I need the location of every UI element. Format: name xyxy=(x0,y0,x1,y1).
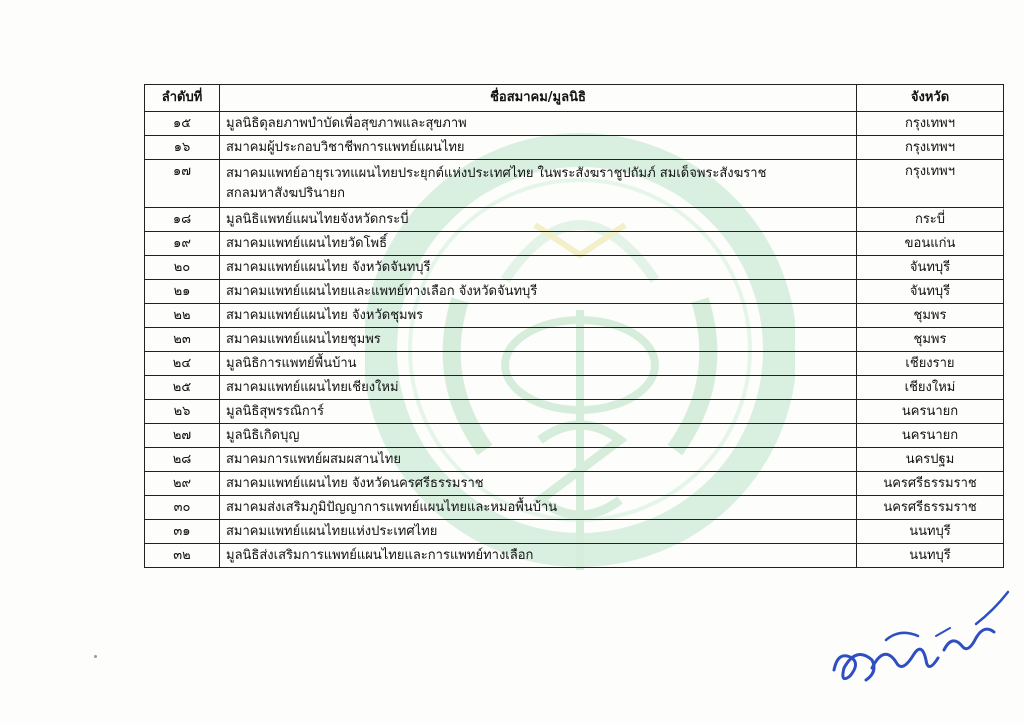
row-number: ๒๑ xyxy=(145,280,220,304)
row-province: ขอนแก่น xyxy=(857,232,1004,256)
table-row xyxy=(145,328,1004,352)
row-province: นนทบุรี xyxy=(857,520,1004,544)
row-province: นครนายก xyxy=(857,424,1004,448)
association-table xyxy=(144,84,1004,568)
row-province: กรุงเทพฯ xyxy=(857,112,1004,136)
row-name: สมาคมแพทย์แผนไทยชุมพร xyxy=(220,328,857,352)
header-number: ลำดับที่ xyxy=(145,85,220,112)
row-number: ๑๙ xyxy=(145,232,220,256)
row-number: ๑๗ xyxy=(145,160,220,208)
row-number: ๒๖ xyxy=(145,400,220,424)
row-name: มูลนิธิเกิดบุญ xyxy=(220,424,857,448)
table-row xyxy=(145,472,1004,496)
row-province: เชียงใหม่ xyxy=(857,376,1004,400)
row-number: ๒๗ xyxy=(145,424,220,448)
row-number: ๑๕ xyxy=(145,112,220,136)
row-province: นนทบุรี xyxy=(857,544,1004,568)
table-row xyxy=(145,256,1004,280)
row-province: จันทบุรี xyxy=(857,256,1004,280)
table-row xyxy=(145,232,1004,256)
row-province: นครศรีธรรมราช xyxy=(857,496,1004,520)
row-number: ๒๕ xyxy=(145,376,220,400)
table-row xyxy=(145,544,1004,568)
table-row xyxy=(145,496,1004,520)
row-name: สมาคมแพทย์แผนไทย จังหวัดนครศรีธรรมราช xyxy=(220,472,857,496)
table-header-row xyxy=(145,85,1004,112)
table-row xyxy=(145,352,1004,376)
row-number: ๒๐ xyxy=(145,256,220,280)
row-name: สมาคมส่งเสริมภูมิปัญญาการแพทย์แผนไทยและหมอพื้นบ้าน xyxy=(220,496,857,520)
scan-speck xyxy=(94,655,97,658)
handwritten-signature xyxy=(826,588,1016,708)
row-name: มูลนิธิสุพรรณิการ์ xyxy=(220,400,857,424)
row-name-line-1: สมาคมแพทย์อายุรเวทแผนไทยประยุกต์แห่งประเทศไทย ในพระสังฆราชูปถัมภ์ สมเด็จพระสังฆราช xyxy=(226,165,767,181)
table-row xyxy=(145,448,1004,472)
row-name-line-2: สกลมหาสังฆปรินายก xyxy=(226,185,346,201)
table-row xyxy=(145,400,1004,424)
row-name: สมาคมการแพทย์ผสมผสานไทย xyxy=(220,448,857,472)
row-province: ชุมพร xyxy=(857,304,1004,328)
row-province: จันทบุรี xyxy=(857,280,1004,304)
table-row xyxy=(145,160,1004,208)
row-name: มูลนิธิการแพทย์พื้นบ้าน xyxy=(220,352,857,376)
row-province: กรุงเทพฯ xyxy=(857,160,1004,208)
row-name: สมาคมแพทย์แผนไทย จังหวัดชุมพร xyxy=(220,304,857,328)
table-row xyxy=(145,424,1004,448)
row-number: ๒๘ xyxy=(145,448,220,472)
table-row xyxy=(145,112,1004,136)
table-row xyxy=(145,136,1004,160)
row-province: นครศรีธรรมราช xyxy=(857,472,1004,496)
row-number: ๑๖ xyxy=(145,136,220,160)
row-name: สมาคมแพทย์แผนไทยและแพทย์ทางเลือก จังหวัดจันทบุรี xyxy=(220,280,857,304)
row-number: ๒๓ xyxy=(145,328,220,352)
row-number: ๒๔ xyxy=(145,352,220,376)
row-name: มูลนิธิส่งเสริมการแพทย์แผนไทยและการแพทย์ทางเลือก xyxy=(220,544,857,568)
row-number: ๓๒ xyxy=(145,544,220,568)
row-name: สมาคมแพทย์แผนไทยเชียงใหม่ xyxy=(220,376,857,400)
row-number: ๓๑ xyxy=(145,520,220,544)
table-row xyxy=(145,208,1004,232)
row-province: นครนายก xyxy=(857,400,1004,424)
row-name xyxy=(220,160,857,208)
row-name: สมาคมผู้ประกอบวิชาชีพการแพทย์แผนไทย xyxy=(220,136,857,160)
row-name: มูลนิธิแพทย์แผนไทยจังหวัดกระบี่ xyxy=(220,208,857,232)
row-name: สมาคมแพทย์แผนไทยแห่งประเทศไทย xyxy=(220,520,857,544)
row-number: ๒๒ xyxy=(145,304,220,328)
row-name: มูลนิธิดุลยภาพบำบัดเพื่อสุขภาพและสุขภาพ xyxy=(220,112,857,136)
header-name: ชื่อสมาคม/มูลนิธิ xyxy=(220,85,857,112)
row-province: เชียงราย xyxy=(857,352,1004,376)
row-province: นครปฐม xyxy=(857,448,1004,472)
table-row xyxy=(145,376,1004,400)
row-name: สมาคมแพทย์แผนไทยวัดโพธิ์ xyxy=(220,232,857,256)
row-province: กรุงเทพฯ xyxy=(857,136,1004,160)
row-number: ๑๘ xyxy=(145,208,220,232)
row-province: ชุมพร xyxy=(857,328,1004,352)
row-number: ๓๐ xyxy=(145,496,220,520)
header-province: จังหวัด xyxy=(857,85,1004,112)
row-province: กระบี่ xyxy=(857,208,1004,232)
table-row xyxy=(145,304,1004,328)
row-name: สมาคมแพทย์แผนไทย จังหวัดจันทบุรี xyxy=(220,256,857,280)
table-row xyxy=(145,280,1004,304)
row-number: ๒๙ xyxy=(145,472,220,496)
table-row xyxy=(145,520,1004,544)
